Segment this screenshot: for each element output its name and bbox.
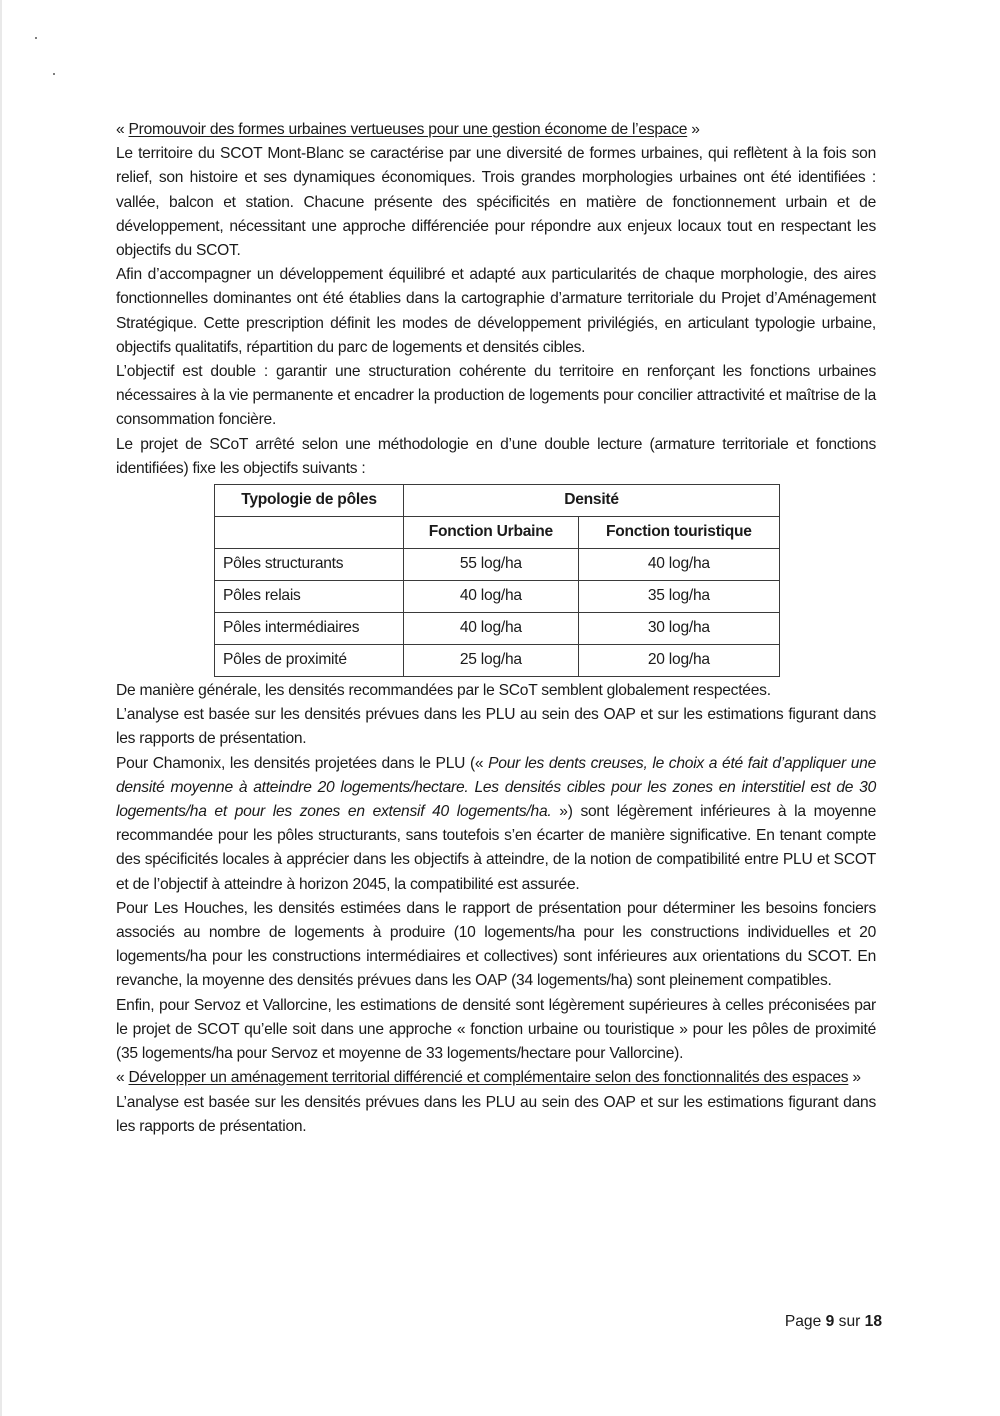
table-row bbox=[215, 581, 780, 613]
table-subheader-row bbox=[215, 517, 780, 549]
heading-text: Développer un aménagement territorial différencié et complémentaire selon des fonctionnalités des espaces bbox=[128, 1069, 849, 1087]
row-label: Pôles relais bbox=[215, 581, 404, 613]
row-label: Pôles intermédiaires bbox=[215, 613, 404, 645]
page-label: Page bbox=[784, 1313, 826, 1330]
cell-touristique: 35 log/ha bbox=[578, 581, 779, 613]
heading-text: Promouvoir des formes urbaines vertueuses pour une gestion économe de l’espace bbox=[128, 121, 688, 138]
subheader-fonction-urbaine: Fonction Urbaine bbox=[404, 517, 579, 549]
document-body bbox=[116, 118, 876, 1139]
paragraph: L’analyse est basée sur les densités prévues dans les PLU au sein des OAP et sur les estimations figurant dans les rapports de présentation. bbox=[116, 706, 876, 748]
cell-touristique: 20 log/ha bbox=[578, 645, 779, 677]
cell-urbaine: 55 log/ha bbox=[404, 549, 579, 581]
text: Pour Chamonix, les densités projetées dans le PLU (« bbox=[116, 754, 489, 772]
cell-urbaine: 25 log/ha bbox=[404, 645, 579, 677]
current-page: 9 bbox=[825, 1313, 835, 1330]
scan-speck bbox=[53, 73, 55, 75]
row-label: Pôles de proximité bbox=[215, 645, 404, 677]
cell-touristique: 40 log/ha bbox=[578, 549, 779, 581]
cell-urbaine: 40 log/ha bbox=[404, 613, 579, 645]
header-densite: Densité bbox=[404, 485, 780, 517]
quote-open: « bbox=[116, 121, 129, 138]
paragraph: Le territoire du SCOT Mont-Blanc se caractérise par une diversité de formes urbaines, qui reflètent à la fois son relief, son histoire et ses dynamiques économiques. Trois grandes morphologies urbaines ont été identifiées : vallée, balcon et station. Chacune présente des spécificités en matière de fonctionnement urbain et de développement, nécessitant une approche différenciée pour répondre aux enjeux locaux tout en respectant les objectifs du SCOT. bbox=[116, 145, 876, 260]
scan-speck bbox=[35, 37, 37, 39]
total-pages: 18 bbox=[864, 1313, 882, 1330]
table-row bbox=[215, 549, 780, 581]
italic-quote: Pour les dents creuses, le choix a été fait d’appliquer une densité moyenne à atteindre 20 logements/hectare. Les densités cibles pour les zones en interstitiel est de 30 logements/ha et pour les zones en extensif 40 logements/ha. bbox=[116, 754, 877, 821]
section-heading-amenagement bbox=[116, 1066, 876, 1090]
scan-page-edge bbox=[0, 0, 2, 1416]
quote-close: » bbox=[848, 1069, 861, 1087]
paragraph: L’analyse est basée sur les densités prévues dans les PLU au sein des OAP et sur les estimations figurant dans les rapports de présentation. bbox=[116, 1093, 876, 1135]
paragraph-servoz-vallorcine: Enfin, pour Servoz et Vallorcine, les estimations de densité sont légèrement supérieures à celles préconisées par le projet de SCOT qu’elle soit dans une approche « fonction urbaine ou touristique » pour les pôles de proximité (35 logements/ha pour Servoz et moyenne de 33 logements/hectare pour Vallorcine). bbox=[116, 996, 876, 1063]
density-table-wrapper bbox=[116, 481, 876, 679]
subheader-fonction-touristique: Fonction touristique bbox=[578, 517, 779, 549]
density-table bbox=[214, 484, 780, 677]
paragraph: Le projet de SCoT arrêté selon une méthodologie en d’une double lecture (armature territoriale et fonctions identifiées) fixe les objectifs suivants : bbox=[116, 435, 876, 477]
paragraph-les-houches: Pour Les Houches, les densités estimées dans le rapport de présentation pour déterminer les besoins fonciers associés au nombre de logements à produire (10 logements/ha pour les constructions individuelles et 20 logements/ha pour les constructions intermédiaires et collectives) sont inférieures aux orientations du SCOT. En revanche, la moyenne des densités prévues dans les OAP (34 logements/ha) sont pleinement compatibles. bbox=[116, 899, 876, 990]
row-label: Pôles structurants bbox=[215, 549, 404, 581]
page-number bbox=[785, 1313, 882, 1331]
cell-urbaine: 40 log/ha bbox=[404, 581, 579, 613]
page-separator: sur bbox=[834, 1313, 865, 1330]
table-row bbox=[215, 613, 780, 645]
table-header-row bbox=[215, 485, 780, 517]
paragraph: Afin d’accompagner un développement équilibré et adapté aux particularités de chaque morphologie, des aires fonctionnelles dominantes ont été établies dans la cartographie d’armature territoriale du Projet d’Aménagement Stratégique. Cette prescription définit les modes de développement privilégiés, en articulant typologie urbaine, objectifs qualitatifs, répartition du parc de logements et densités cibles. bbox=[116, 266, 876, 356]
header-typologie: Typologie de pôles bbox=[215, 485, 404, 517]
table-row bbox=[215, 645, 780, 677]
cell-touristique: 30 log/ha bbox=[578, 613, 779, 645]
quote-open: « bbox=[116, 1069, 129, 1087]
paragraph: L’objectif est double : garantir une structuration cohérente du territoire en renforçant les fonctions urbaines nécessaires à la vie permanente et encadrer la production de logements pour concilier attractivité et maîtrise de la consommation foncière. bbox=[116, 363, 876, 429]
text: ») sont légèrement inférieures à la moyenne recommandée pour les pôles structurants, sans toutefois s’en écarter de manière significative. En tenant compte des spécificités locales à apprécier dans les objectifs à atteindre, de la notion de compatibilité entre PLU et SCOT et de l’objectif à atteindre à horizon 2045, la compatibilité est assurée. bbox=[116, 803, 876, 893]
subheader-empty bbox=[215, 517, 404, 549]
quote-close: » bbox=[687, 121, 700, 138]
paragraph: De manière générale, les densités recommandées par le SCoT semblent globalement respectées. bbox=[116, 682, 771, 700]
section-heading-formes-urbaines bbox=[116, 118, 876, 142]
paragraph-chamonix bbox=[116, 752, 876, 897]
